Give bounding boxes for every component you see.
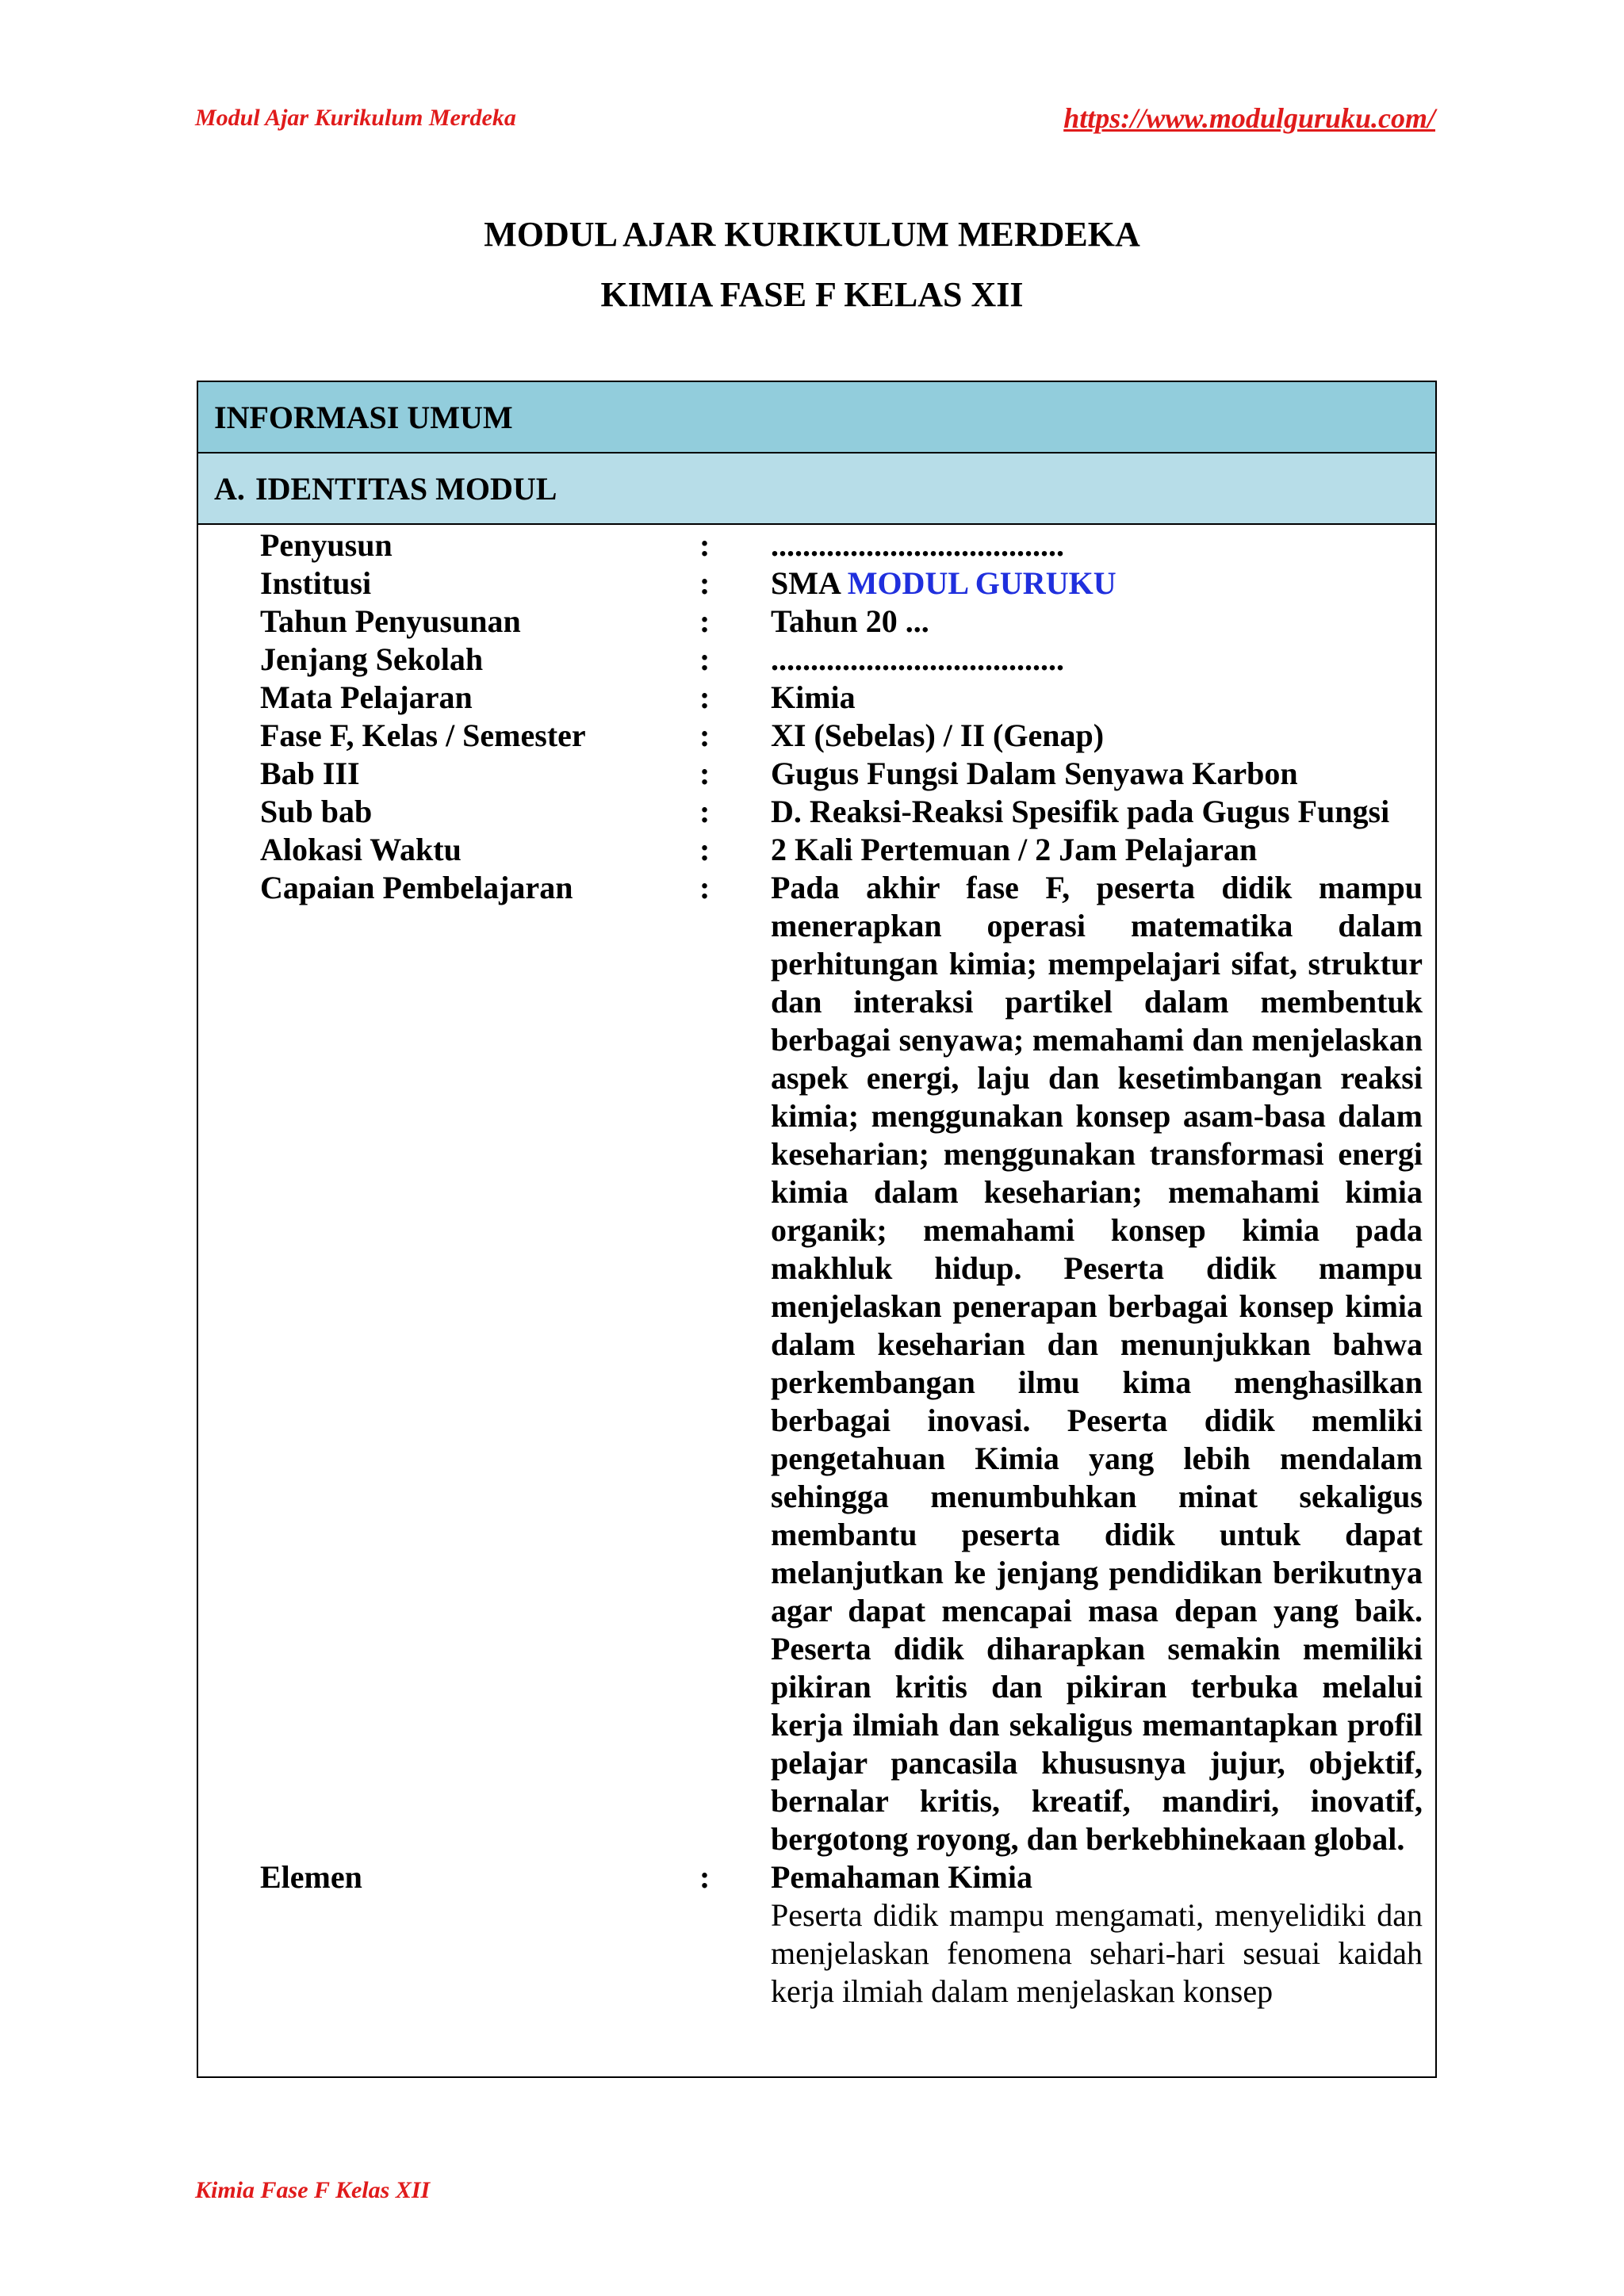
- header-url-link[interactable]: https://www.modulguruku.com/: [1063, 102, 1435, 134]
- row-colon: :: [699, 1859, 710, 1895]
- row-value: .....................................: [771, 641, 1064, 677]
- row-label: Fase F, Kelas / Semester: [260, 718, 586, 753]
- footer-text: Kimia Fase F Kelas XII: [195, 2177, 431, 2203]
- institution-name: MODUL GURUKU: [847, 565, 1116, 601]
- row-value: XI (Sebelas) / II (Genap): [771, 718, 1105, 753]
- row-label: Penyusun: [260, 527, 393, 563]
- row-elemen: [198, 1858, 1435, 2011]
- row-value: Kimia: [771, 679, 856, 715]
- row-value: .....................................: [771, 527, 1064, 563]
- row-label: Elemen: [260, 1859, 362, 1895]
- row-colon: :: [699, 832, 710, 867]
- row-label: Capaian Pembelajaran: [260, 870, 573, 905]
- row-fase-kelas-semester: [198, 717, 1435, 755]
- row-mata-pelajaran: [198, 679, 1435, 717]
- header-left-text: Modul Ajar Kurikulum Merdeka: [195, 105, 516, 131]
- document-subtitle: KIMIA FASE F KELAS XII: [600, 275, 1024, 314]
- row-colon: :: [699, 527, 710, 563]
- row-value: D. Reaksi-Reaksi Spesifik pada Gugus Fungsi: [771, 794, 1390, 829]
- row-label: Sub bab: [260, 794, 373, 829]
- document-title: MODUL AJAR KURIKULUM MERDEKA: [484, 215, 1140, 254]
- row-institusi: [198, 564, 1435, 603]
- row-label: Jenjang Sekolah: [260, 641, 484, 677]
- row-value: 2 Kali Pertemuan / 2 Jam Pelajaran: [771, 832, 1258, 867]
- row-colon: :: [699, 756, 710, 791]
- section-header-label: INFORMASI UMUM: [214, 399, 513, 435]
- section-title: IDENTITAS MODUL: [255, 470, 557, 507]
- institution-prefix: SMA: [771, 565, 840, 601]
- row-tahun-penyusunan: [198, 603, 1435, 641]
- identity-rows: [198, 526, 1435, 2011]
- row-label: Bab III: [260, 756, 360, 791]
- section-header-identitas-modul: [198, 453, 1435, 525]
- row-value-detail: Peserta didik mampu mengamati, menyelidiki dan menjelaskan fenomena sehari-hari sesuai kaidah kerja ilmiah dalam menjelaskan konsep: [771, 1897, 1423, 2009]
- module-info-table: [197, 381, 1437, 2078]
- row-value: [771, 564, 1423, 603]
- row-value: Pada akhir fase F, peserta didik mampu menerapkan operasi matematika dalam perhitungan kimia; mempelajari sifat, struktur dan interaksi partikel dalam membentuk berbagai senyawa; memahami dan menjelaskan aspek energi, laju dan kesetimbangan reaksi kimia; menggunakan konsep asam-basa dalam keseharian; menggunakan transformasi energi kimia dalam keseharian; memahami kimia organik; memahami konsep kimia pada makhluk hidup. Peserta didik mampu menjelaskan penerapan berbagai konsep kimia dalam keseharian dan menunjukkan bahwa perkembangan ilmu kima menghasilkan berbagai inovasi. Peserta didik memliki pengetahuan Kimia yang lebih mendalam sehingga menumbuhkan minat sekaligus membantu peserta didik untuk dapat melanjutkan ke jenjang pendidikan berikutnya agar dapat mencapai masa depan yang baik. Peserta didik diharapkan semakin memiliki pikiran kritis dan pikiran terbuka melalui kerja ilmiah dan sekaligus memantapkan profil pelajar pancasila khususnya jujur, objektif, bernalar kritis, kreatif, mandiri, inovatif, bergotong royong, dan berkebhinekaan global.: [771, 870, 1423, 1857]
- row-sub-bab: [198, 793, 1435, 831]
- row-label: Institusi: [260, 565, 372, 601]
- row-label: Alokasi Waktu: [260, 832, 462, 867]
- row-colon: :: [699, 565, 710, 601]
- row-jenjang-sekolah: [198, 641, 1435, 679]
- row-penyusun: [198, 526, 1435, 564]
- row-capaian-pembelajaran: [198, 869, 1435, 1858]
- section-letter: A.: [214, 470, 245, 507]
- row-colon: :: [699, 641, 710, 677]
- row-colon: :: [699, 870, 710, 905]
- row-colon: :: [699, 794, 710, 829]
- row-bab: [198, 755, 1435, 793]
- row-colon: :: [699, 679, 710, 715]
- row-colon: :: [699, 718, 710, 753]
- row-label: Tahun Penyusunan: [260, 603, 521, 639]
- row-label: Mata Pelajaran: [260, 679, 473, 715]
- section-header-informasi-umum: [198, 382, 1435, 453]
- row-value: Pemahaman Kimia: [771, 1859, 1032, 1895]
- row-alokasi-waktu: [198, 831, 1435, 869]
- row-value: Tahun 20 ...: [771, 603, 929, 639]
- row-colon: :: [699, 603, 710, 639]
- row-value: Gugus Fungsi Dalam Senyawa Karbon: [771, 756, 1298, 791]
